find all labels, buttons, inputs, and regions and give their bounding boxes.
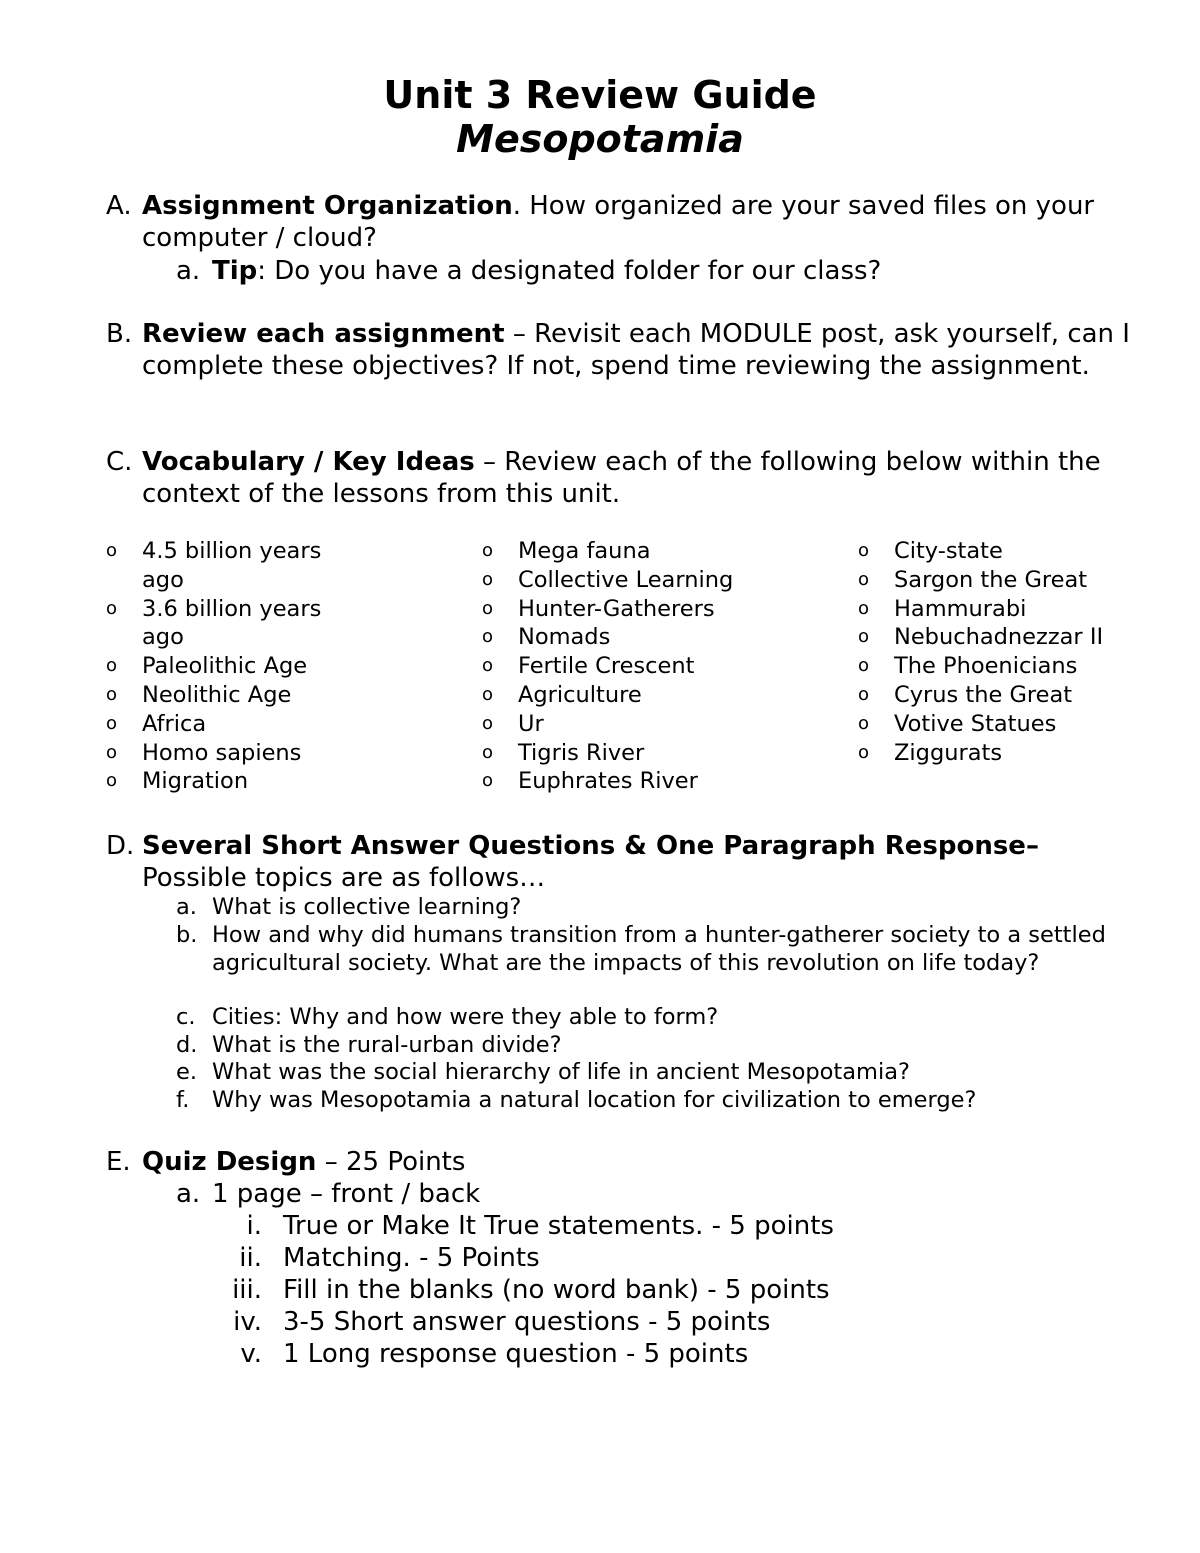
section-b-heading: Review each assignment — [142, 319, 505, 349]
topic-text: What was the social hierarchy of life in ancient Mesopotamia? — [212, 1059, 910, 1085]
vocab-term: Fertile Crescent — [518, 653, 695, 680]
section-c-text — [142, 446, 1132, 510]
topic-marker: e. — [176, 1059, 197, 1085]
topic-marker: b. — [176, 922, 198, 948]
vocab-term: City-state — [894, 538, 1003, 564]
quiz-item-marker: ii. — [239, 1243, 262, 1273]
vocab-item — [858, 652, 1158, 681]
vocab-item — [858, 566, 1158, 595]
quiz-item-marker: iii. — [232, 1275, 262, 1305]
vocab-term: Tigris River — [518, 739, 645, 766]
topic-marker: c. — [176, 1004, 196, 1030]
topic-text: What is the rural-urban divide? — [212, 1032, 562, 1058]
section-d-dash: – — [1025, 831, 1039, 861]
vocab-item — [858, 537, 1158, 566]
bullet-icon: o — [106, 683, 118, 705]
section-a-heading: Assignment Organization — [142, 191, 513, 221]
section-d-heading: Several Short Answer Questions & One Paragraph Response — [142, 831, 1026, 861]
vocab-item — [106, 739, 346, 768]
vocab-item — [482, 566, 812, 595]
section-b-body: – Revisit each MODULE post, ask yourself, can I complete these objectives? If not, spend time reviewing the assignment. — [142, 319, 1130, 381]
section-d-text — [142, 830, 1132, 894]
bullet-icon: o — [858, 741, 870, 763]
vocab-term: Africa — [142, 710, 207, 737]
tip-text — [212, 255, 1132, 287]
bullet-icon: o — [858, 540, 870, 561]
bullet-icon: o — [106, 741, 118, 763]
vocab-term: Nomads — [518, 624, 611, 651]
vocab-item — [106, 681, 346, 710]
vocab-term: Collective Learning — [518, 566, 734, 593]
vocab-column-2 — [482, 537, 812, 796]
vocab-term: Votive Statues — [894, 710, 1057, 737]
vocab-term: Cyrus the Great — [894, 681, 1073, 708]
vocab-item — [482, 767, 812, 796]
vocab-term: Hammurabi — [894, 595, 1027, 622]
tip-body: : Do you have a designated folder for our class? — [257, 256, 882, 286]
section-a-marker: A. — [106, 191, 132, 221]
quiz-item-text: Fill in the blanks (no word bank) - 5 points — [283, 1275, 830, 1305]
section-d-body: Possible topics are as follows… — [142, 863, 546, 893]
bullet-icon: o — [858, 568, 870, 590]
bullet-icon: o — [482, 568, 494, 590]
section-c-marker: C. — [106, 447, 133, 477]
bullet-icon: o — [482, 626, 494, 648]
topic-text: What is collective learning? — [212, 894, 522, 920]
vocab-item — [482, 652, 812, 681]
vocab-item — [106, 710, 346, 739]
topic-text: How and why did humans transition from a hunter-gatherer society to a settled agricultural society. What are the impacts of this revolution on life today? — [212, 922, 1106, 976]
section-a-text — [142, 190, 1132, 254]
vocab-item — [106, 537, 346, 595]
bullet-icon: o — [482, 540, 494, 561]
vocab-column-3 — [858, 537, 1158, 767]
quiz-item-marker: i. — [246, 1211, 262, 1241]
quiz-item-text: 1 Long response question - 5 points — [283, 1339, 749, 1369]
vocab-term: Euphrates River — [518, 768, 698, 795]
topic-marker: f. — [176, 1087, 190, 1113]
section-e-body: – 25 Points — [316, 1147, 466, 1177]
bullet-icon: o — [106, 597, 118, 619]
section-e-heading: Quiz Design — [142, 1147, 317, 1177]
vocab-item — [482, 623, 812, 652]
section-b-text — [142, 318, 1132, 382]
bullet-icon: o — [482, 655, 494, 677]
bullet-icon: o — [106, 712, 118, 734]
page-title: Unit 3 Review Guide — [383, 73, 817, 117]
section-d-marker: D. — [106, 831, 135, 861]
section-e-marker: E. — [106, 1147, 131, 1177]
vocab-term: Nebuchadnezzar II — [894, 624, 1104, 651]
bullet-icon: o — [482, 712, 494, 734]
section-e-text — [142, 1146, 1132, 1178]
tip-label: Tip — [212, 256, 258, 286]
bullet-icon: o — [858, 683, 870, 705]
vocab-item — [858, 739, 1158, 768]
bullet-icon: o — [482, 741, 494, 763]
vocab-term: Migration — [142, 768, 249, 795]
section-b-marker: B. — [106, 319, 133, 349]
quiz-item-text: 3-5 Short answer questions - 5 points — [283, 1307, 771, 1337]
quiz-item-text: Matching. - 5 Points — [283, 1243, 540, 1273]
vocab-item — [482, 537, 812, 566]
vocab-term: Ziggurats — [894, 739, 1003, 766]
section-e-sub-text: 1 page – front / back — [212, 1179, 481, 1209]
bullet-icon: o — [482, 770, 494, 792]
vocab-term: Neolithic Age — [142, 681, 292, 708]
vocab-item — [482, 739, 812, 768]
vocab-item — [482, 681, 812, 710]
vocab-item — [106, 767, 346, 796]
bullet-icon: o — [858, 712, 870, 734]
page-subtitle: Mesopotamia — [456, 117, 744, 161]
vocab-item — [858, 595, 1158, 624]
vocab-term: Paleolithic Age — [142, 653, 308, 680]
bullet-icon: o — [858, 655, 870, 677]
topic-text: Why was Mesopotamia a natural location for civilization to emerge? — [212, 1087, 977, 1113]
vocab-item — [106, 595, 346, 653]
section-a-body: . How organized are your saved files on your computer / cloud? — [142, 191, 1095, 253]
vocab-term: Hunter-Gatherers — [518, 595, 715, 622]
section-c-body: – Review each of the following below within the context of the lessons from this unit. — [142, 447, 1101, 509]
vocab-column-1 — [106, 537, 346, 796]
quiz-item-marker: iv. — [233, 1307, 262, 1337]
vocab-item — [482, 595, 812, 624]
section-e-sub-marker: a. — [176, 1179, 201, 1209]
bullet-icon: o — [858, 597, 870, 619]
vocab-term: Sargon the Great — [894, 566, 1088, 593]
vocab-term: Agriculture — [518, 681, 642, 708]
topic-marker: d. — [176, 1032, 198, 1058]
vocab-item — [858, 710, 1158, 739]
tip-marker: a. — [176, 256, 201, 286]
quiz-item-text: True or Make It True statements. - 5 points — [283, 1211, 834, 1241]
vocab-item — [482, 710, 812, 739]
vocab-item — [858, 681, 1158, 710]
vocab-item — [858, 623, 1158, 652]
section-c-heading: Vocabulary / Key Ideas — [142, 447, 475, 477]
bullet-icon: o — [106, 655, 118, 677]
vocab-term: The Phoenicians — [894, 653, 1078, 680]
vocab-term: Mega fauna — [518, 538, 651, 564]
vocab-term: 4.5 billion years ago — [142, 538, 322, 593]
bullet-icon: o — [482, 597, 494, 619]
vocab-item — [106, 652, 346, 681]
bullet-icon: o — [482, 683, 494, 705]
topic-text: Cities: Why and how were they able to form? — [212, 1004, 719, 1030]
bullet-icon: o — [106, 540, 118, 561]
bullet-icon: o — [106, 770, 118, 792]
quiz-item-marker: v. — [240, 1339, 262, 1369]
topic-marker: a. — [176, 894, 197, 920]
bullet-icon: o — [858, 626, 870, 648]
vocab-term: Homo sapiens — [142, 739, 302, 766]
vocab-term: 3.6 billion years ago — [142, 595, 322, 651]
vocab-term: Ur — [518, 710, 544, 737]
